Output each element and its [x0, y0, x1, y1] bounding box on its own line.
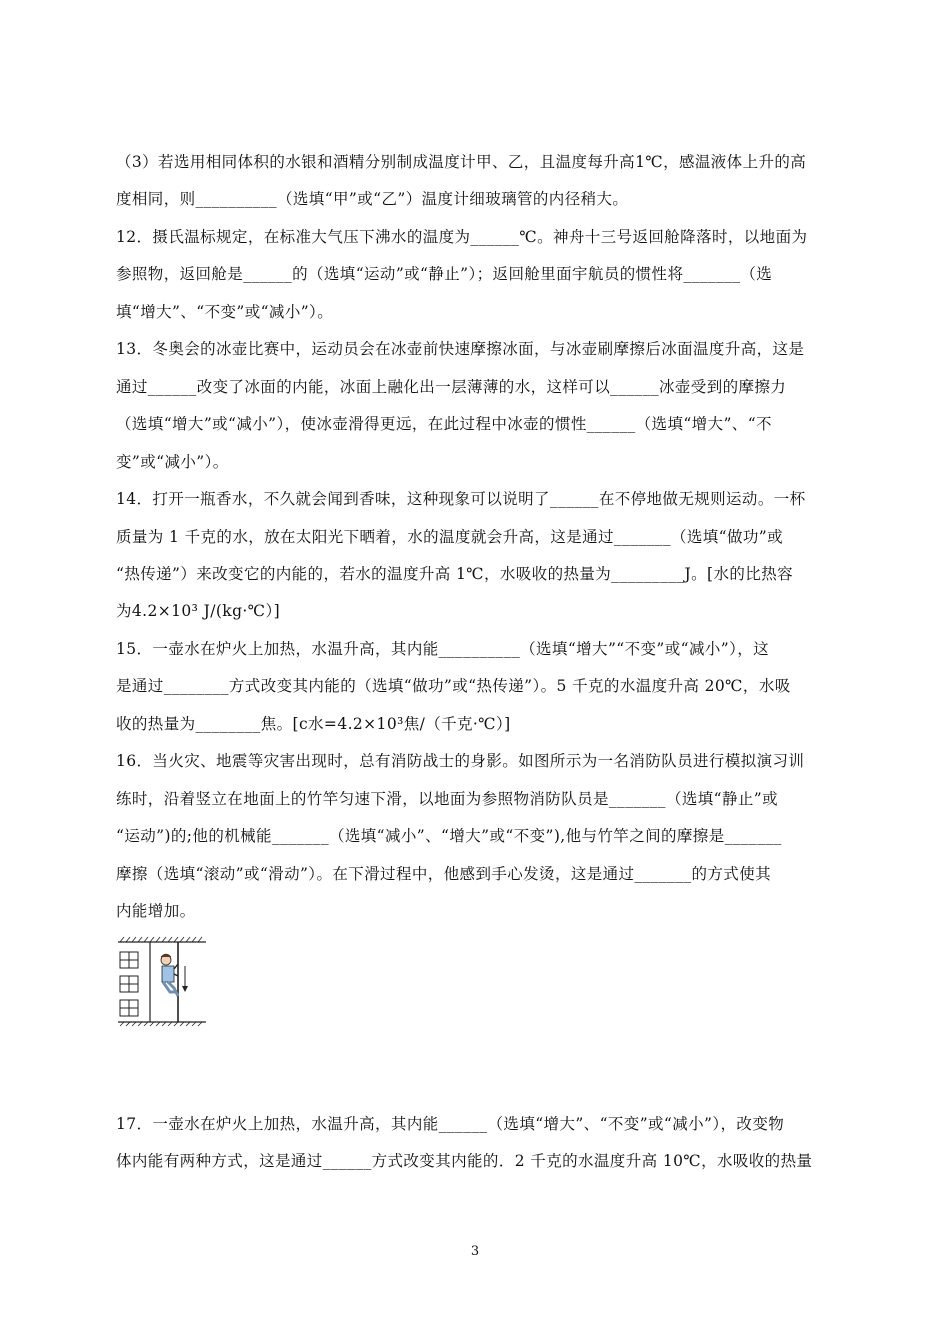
text-line: 体内能有两种方式，这是通过______方式改变其内能的．2 千克的水温度升高 10℃，水吸收的热量: [116, 1152, 813, 1170]
firefighter-pole-figure: [116, 936, 208, 1028]
page-number: 3: [470, 1244, 480, 1259]
text-line: 17．一壶水在炉火上加热，水温升高，其内能______（选填“增大”、“不变”或“减小”），改变物: [116, 1115, 785, 1133]
text-line: 度相同，则__________（选填“甲”或“乙”）温度计细玻璃管的内径稍大。: [116, 190, 629, 208]
text-line: 练时，沿着竖立在地面上的竹竿匀速下滑，以地面为参照物消防队员是_______（选填“静止”或: [116, 790, 779, 808]
text-line: 是通过________方式改变其内能的（选填“做功”或“热传递”）。5 千克的水温度升高 20℃，水吸: [116, 677, 791, 695]
text-line: 15．一壶水在炉火上加热，水温升高，其内能__________（选填“增大”“不变”或“减小”），这: [116, 640, 770, 658]
text-line: 为4.2×10³ J/(kg·℃）]: [116, 602, 281, 620]
text-line: 参照物，返回舱是______的（选填“运动”或“静止”）；返回舱里面宇航员的惯性将_______（选: [116, 265, 773, 283]
text-line: 13．冬奥会的冰壶比赛中，运动员会在冰壶前快速摩擦冰面，与冰壶刷摩擦后冰面温度升高，这是: [116, 340, 805, 358]
text-line: 通过______改变了冰面的内能，冰面上融化出一层薄薄的水，这样可以______冰壶受到的摩擦力: [116, 378, 787, 396]
text-line: 内能增加。: [116, 902, 196, 920]
text-line: 收的热量为________焦。[c水=4.2×10³焦/（千克·℃）]: [116, 715, 511, 733]
text-line: 14．打开一瓶香水，不久就会闻到香味，这种现象可以说明了______在不停地做无规则运动。一杯: [116, 490, 806, 508]
text-line: （3）若选用相同体积的水银和酒精分别制成温度计甲、乙，且温度每升高1℃，感温液体上升的高: [116, 153, 807, 171]
text-line: “热传递”）来改变它的内能的，若水的温度升高 1℃，水吸收的热量为_________J。[水的比热容: [116, 565, 793, 583]
text-line: “运动”)的;他的机械能_______（选填“减小”、“增大”或“不变”),他与竹竿之间的摩擦是_______: [116, 827, 782, 845]
text-line: 摩擦（选填“滚动”或“滑动”）。在下滑过程中，他感到手心发烫，这是通过_______的方式使其: [116, 865, 771, 883]
text-line: 16．当火灾、地震等灾害出现时，总有消防战士的身影。如图所示为一名消防队员进行模拟演习训: [116, 752, 805, 770]
text-line: 变”或“减小”）。: [116, 453, 229, 471]
text-line: 填“增大”、“不变”或“减小”）。: [116, 303, 334, 321]
text-line: （选填“增大”或“减小”），使冰壶滑得更远，在此过程中冰壶的惯性______（选填“增大”、“不: [116, 415, 772, 433]
text-line: 质量为 1 千克的水，放在太阳光下晒着，水的温度就会升高，这是通过_______（选填“做功”或: [116, 528, 784, 546]
text-line: 12．摄氏温标规定，在标准大气压下沸水的温度为______℃。神舟十三号返回舱降落时，以地面为: [116, 228, 808, 246]
